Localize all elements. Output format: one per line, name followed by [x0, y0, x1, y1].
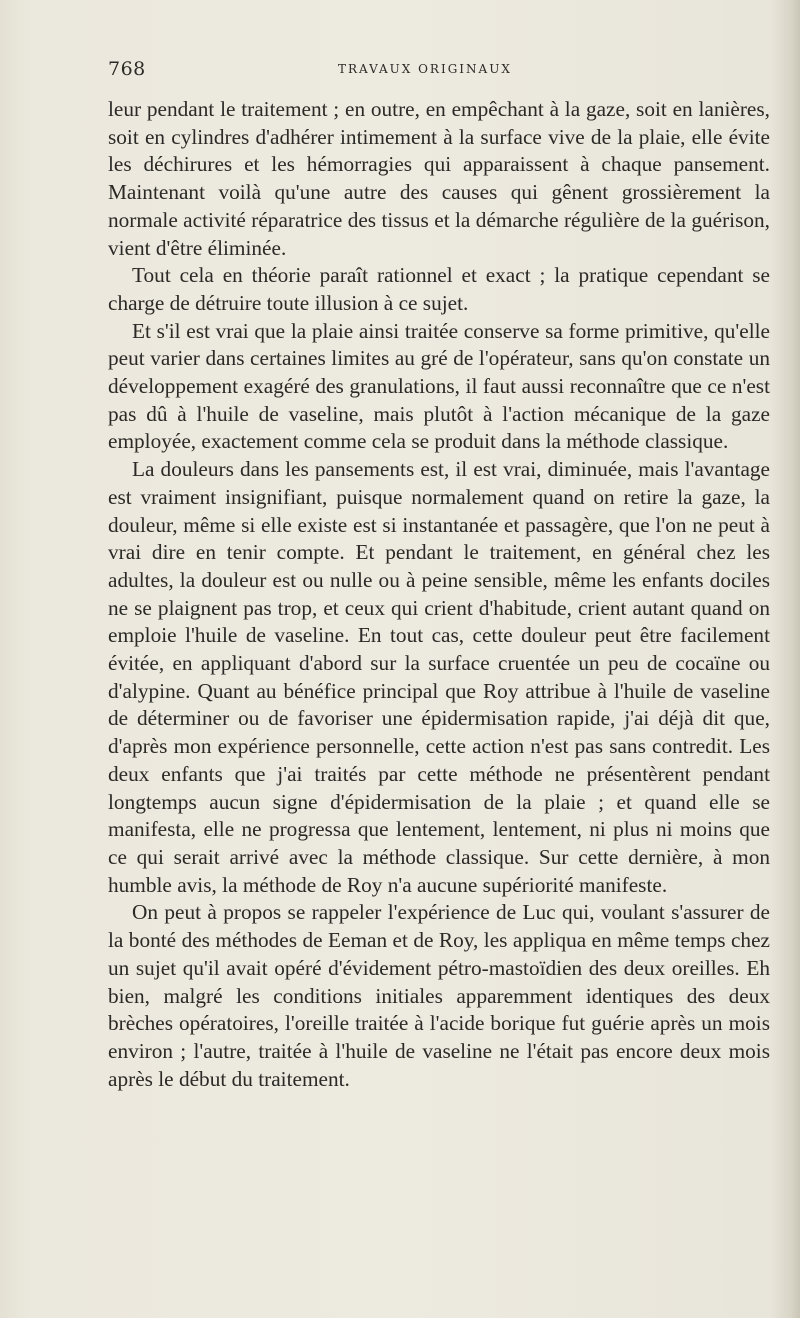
page-number: 768 [108, 58, 146, 80]
paragraph: On peut à propos se rappeler l'expérience de Luc qui, voulant s'assurer de la bonté des méthodes de Eeman et de Roy, les appliqua en même temps chez un sujet qu'il avait opéré d'évidement pétro-mastoïdien des deux oreilles. Eh bien, malgré les conditions initiales apparemment identiques des deux brèches opératoires, l'oreille traitée à l'acide borique fut guérie après un mois environ ; l'autre, traitée à l'huile de vaseline ne l'était pas encore deux mois après le début du traitement. [108, 900, 770, 1091]
paragraph: La douleurs dans les pansements est, il est vrai, diminuée, mais l'avantage est vraiment insignifiant, puisque normalement quand on retire la gaze, la douleur, même si elle existe est si instantanée et passagère, que l'on ne peut à vrai dire en tenir compte. Et pendant le traitement, en général chez les adultes, la douleur est ou nulle ou à peine sensible, même les enfants dociles ne se plaignent pas trop, et ceux qui crient d'habitude, crient autant quand on emploie l'huile de vaseline. En tout cas, cette douleur peut être facilement évitée, en appliquant d'abord sur la surface cruentée un peu de cocaïne ou d'alypine. Quant au bénéfice principal que Roy attribue à l'huile de vaseline de déterminer ou de favoriser une épidermisation rapide, j'ai déjà dit que, d'après mon expérience personnelle, cette action n'est pas sans contredit. Les deux enfants que j'ai traités par cette méthode ne présentèrent pendant longtemps aucun signe d'épidermisation de la plaie ; et quand elle se manifesta, elle ne progressa que lentement, lentement, ni plus ni moins que ce qui serait arrivé avec la méthode classique. Sur cette dernière, à mon humble avis, la méthode de Roy n'a aucune supériorité manifeste. [108, 457, 770, 897]
page-header [108, 58, 768, 88]
paragraph-continuation: leur pendant le traitement ; en outre, en empêchant à la gaze, soit en lanières, soit en cylindres d'adhérer intimement à la surface vive de la plaie, elle évite les déchirures et les hémorragies qui apparaissent à chaque pansement. Maintenant voilà qu'une autre des causes qui gênent grossièrement la normale activité réparatrice des tissus et la démarche régulière de la guérison, vient d'être éliminée. [108, 97, 770, 260]
paragraph: Tout cela en théorie paraît rationnel et exact ; la pratique cependant se charge de détruire toute illusion à ce sujet. [108, 263, 770, 315]
running-title: TRAVAUX ORIGINAUX [338, 62, 512, 76]
body-text [108, 96, 770, 1093]
paragraph: Et s'il est vrai que la plaie ainsi traitée conserve sa forme primitive, qu'elle peut varier dans certaines limites au gré de l'opérateur, sans qu'on constate un développement exagéré des granulations, il faut aussi reconnaître que ce n'est pas dû à l'huile de vaseline, mais plutôt à l'action mécanique de la gaze employée, exactement comme cela se produit dans la méthode classique. [108, 318, 770, 454]
